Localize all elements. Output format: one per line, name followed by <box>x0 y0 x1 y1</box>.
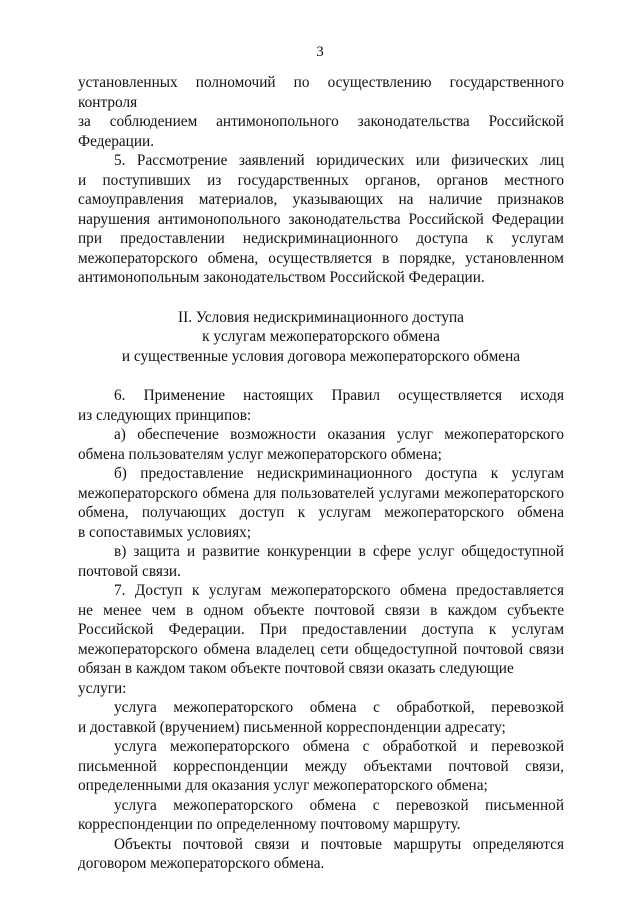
text-line: услуга межоператорского обмена с перевозкой письменной <box>114 796 564 814</box>
section-heading <box>78 308 564 367</box>
text-line: 5. Рассмотрение заявлений юридических или физических лиц <box>114 152 564 169</box>
text-line: нарушения антимонопольного законодательства Российской Федерации <box>78 210 564 228</box>
heading-line: и существенные условия договора межоператорского обмена <box>121 347 521 365</box>
list-item-b <box>78 464 564 542</box>
service-item-3 <box>78 796 564 835</box>
heading-line: к услугам межоператорского обмена <box>202 328 440 345</box>
text-line: самоуправления материалов, указывающих на наличие признаков <box>78 191 564 208</box>
text-line: письменной корреспонденции между объектами почтовой связи, <box>78 757 564 775</box>
document-body <box>78 73 564 874</box>
text-line: обмена, получающих доступ к услугам межоператорского обмена <box>78 504 564 521</box>
text-line: в) защита и развитие конкуренции в сфере услуг общедоступной <box>114 543 564 560</box>
service-item-1 <box>78 698 564 737</box>
text-line: корреспонденции по определенному почтовому маршруту. <box>78 816 461 833</box>
paragraph-final <box>78 835 564 874</box>
list-item-a <box>78 425 564 464</box>
text-line: 7. Доступ к услугам межоператорского обмена предоставляется <box>114 582 564 599</box>
text-line: определенными для оказания услуг межоператорского обмена; <box>78 777 488 794</box>
text-line: услуга межоператорского обмена с обработкой, перевозкой <box>114 699 564 716</box>
text-line: а) обеспечение возможности оказания услуг межоператорского <box>114 426 564 443</box>
text-line: договором межоператорского обмена. <box>78 855 325 872</box>
page-number: 3 <box>316 44 324 60</box>
paragraph-intro <box>78 73 564 151</box>
service-item-2 <box>78 737 564 796</box>
text-line: Российской Федерации. При предоставлении доступа к услугам <box>78 621 564 638</box>
text-line: и доставкой (вручением) письменной корреспонденции адресату; <box>78 718 506 736</box>
text-line: б) предоставление недискриминационного доступа к услугам <box>114 465 564 482</box>
text-line: в сопоставимых условиях; <box>78 523 252 541</box>
text-line: антимонопольным законодательством Российской Федерации. <box>78 269 485 286</box>
text-line: обязан в каждом таком объекте почтовой связи оказать следующие услуги: <box>78 660 514 697</box>
text-line: межоператорского обмена для пользователей услугами межоператорского <box>78 484 564 502</box>
text-line: установленных полномочий по осуществлению государственного контроля <box>78 74 564 111</box>
text-line: межоператорского обмена владелец сети общедоступной почтовой связи <box>78 640 564 658</box>
text-line: услуга межоператорского обмена с обработкой и перевозкой <box>114 738 564 755</box>
text-line: и поступивших из государственных органов, органов местного <box>78 171 564 189</box>
text-line: за соблюдением антимонопольного законодательства Российской <box>78 113 564 130</box>
text-line: почтовой связи. <box>78 562 181 580</box>
paragraph-clause-6 <box>78 386 564 425</box>
text-line: при предоставлении недискриминационного доступа к услугам <box>78 230 564 247</box>
text-line: обмена пользователям услуг межоператорского обмена; <box>78 445 442 463</box>
heading-line: II. Условия недискриминационного доступа <box>178 308 464 326</box>
text-line: не менее чем в одном объекте почтовой связи в каждом субъекте <box>78 601 564 619</box>
paragraph-clause-7 <box>78 581 564 698</box>
text-line: Федерации. <box>78 132 155 150</box>
paragraph-clause-5 <box>78 151 564 288</box>
text-line: межоператорского обмена, осуществляется в порядке, установленном <box>78 249 564 267</box>
text-line: Объекты почтовой связи и почтовые маршруты определяются <box>114 835 564 853</box>
text-line: 6. Применение настоящих Правил осуществляется исходя <box>114 387 564 404</box>
list-item-v <box>78 542 564 581</box>
text-line: из следующих принципов: <box>78 406 252 424</box>
